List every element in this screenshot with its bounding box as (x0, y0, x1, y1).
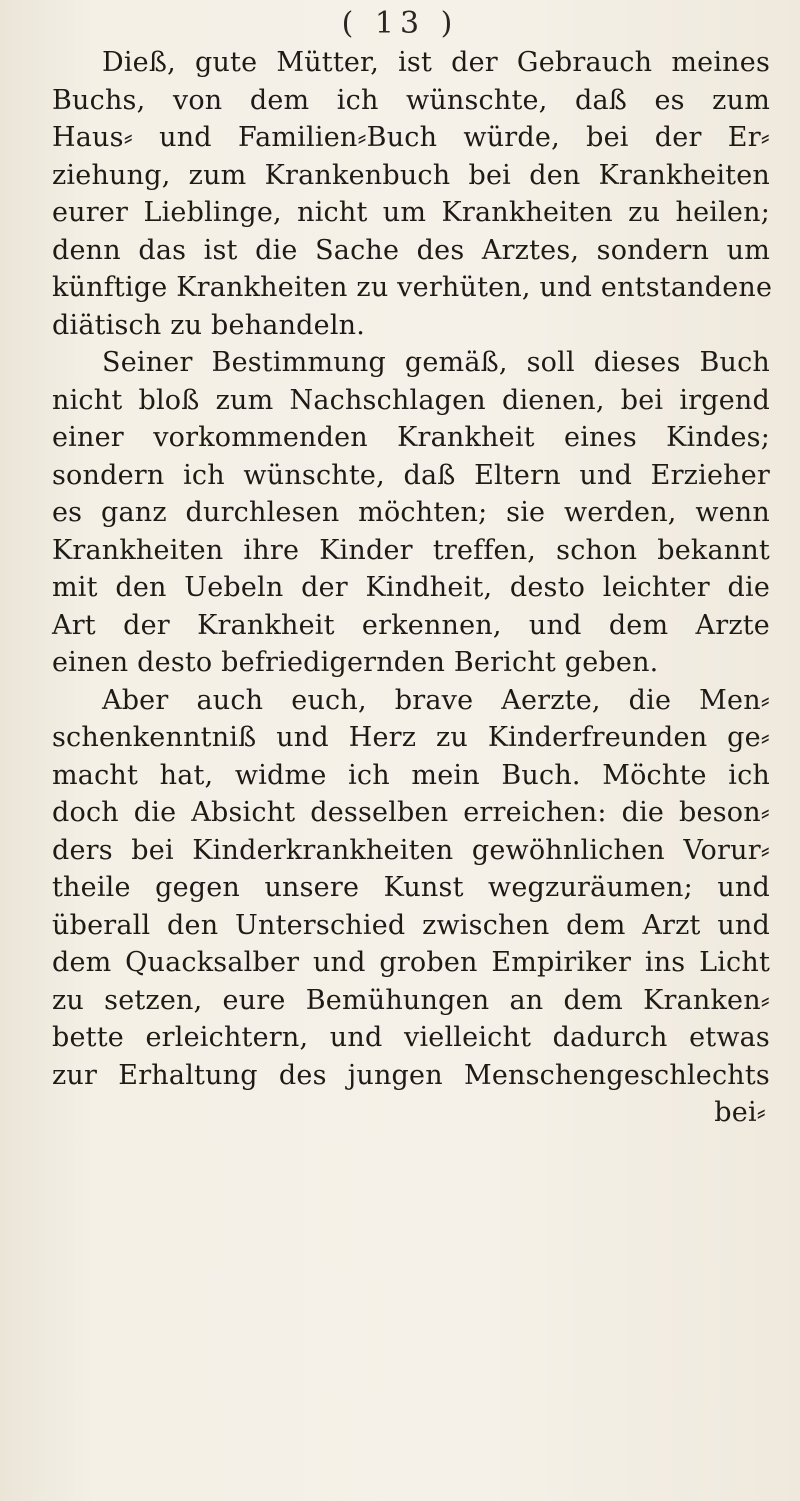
catchword: bei⸗ (714, 1097, 766, 1128)
text-line: einer vorkommenden Krankheit eines Kindes; (52, 422, 770, 453)
text-line: Krankheiten ihre Kinder treffen, schon bekannt (52, 534, 770, 566)
page-number: ( 13 ) (341, 6, 459, 41)
text-line: macht hat, widme ich mein Buch. Möchte ich (52, 759, 770, 791)
text-line: künftige Krankheiten zu verhüten, und entstandene (52, 272, 773, 303)
text-line: zur Erhaltung des jungen Menschengeschlechts (52, 1059, 770, 1091)
text-line: es ganz durchlesen möchten; sie werden, wenn (52, 497, 770, 528)
text-line: schenkenntniß und Herz zu Kinderfreunden ge⸗ (52, 722, 770, 753)
text-line: einen desto befriedigernden Bericht geben. (52, 647, 659, 678)
text-line: Haus⸗ und Familien⸗Buch würde, bei der Er⸗ (52, 122, 770, 153)
text-line: theile gegen unsere Kunst wegzuräumen; und (52, 872, 770, 903)
text-line: nicht bloß zum Nachschlagen dienen, bei irgend (52, 384, 770, 416)
text-line: dem Quacksalber und groben Empiriker ins Licht (52, 947, 770, 978)
text-line: Buchs, von dem ich wünschte, daß es zum (52, 84, 770, 116)
text-line: zu setzen, eure Bemühungen an dem Kranken⸗ (52, 984, 770, 1016)
text-line: Seiner Bestimmung gemäß, soll dieses Buch (102, 347, 770, 378)
text-line: eurer Lieblinge, nicht um Krankheiten zu heilen; (52, 197, 770, 228)
text-line: überall den Unterschied zwischen dem Arzt und (52, 909, 770, 941)
text-line: Art der Krankheit erkennen, und dem Arzte (52, 609, 770, 641)
text-line: mit den Uebeln der Kindheit, desto leichter die (52, 572, 770, 603)
text-line: doch die Absicht desselben erreichen: die beson⸗ (52, 797, 770, 828)
text-line: sondern ich wünschte, daß Eltern und Erzieher (52, 459, 770, 491)
text-line: bette erleichtern, und vielleicht dadurch etwas (52, 1022, 770, 1053)
text-line: ders bei Kinderkrankheiten gewöhnlichen Vorur⸗ (52, 834, 770, 866)
text-line: Dieß, gute Mütter, ist der Gebrauch meines (102, 47, 770, 78)
text-line: ziehung, zum Krankenbuch bei den Krankheiten (52, 159, 770, 191)
text-line: denn das ist die Sache des Arztes, sondern um (52, 234, 770, 266)
body-text (52, 44, 773, 1132)
text-line: Aber auch euch, brave Aerzte, die Men⸗ (102, 684, 770, 716)
text-line: diätisch zu behandeln. (52, 309, 366, 341)
